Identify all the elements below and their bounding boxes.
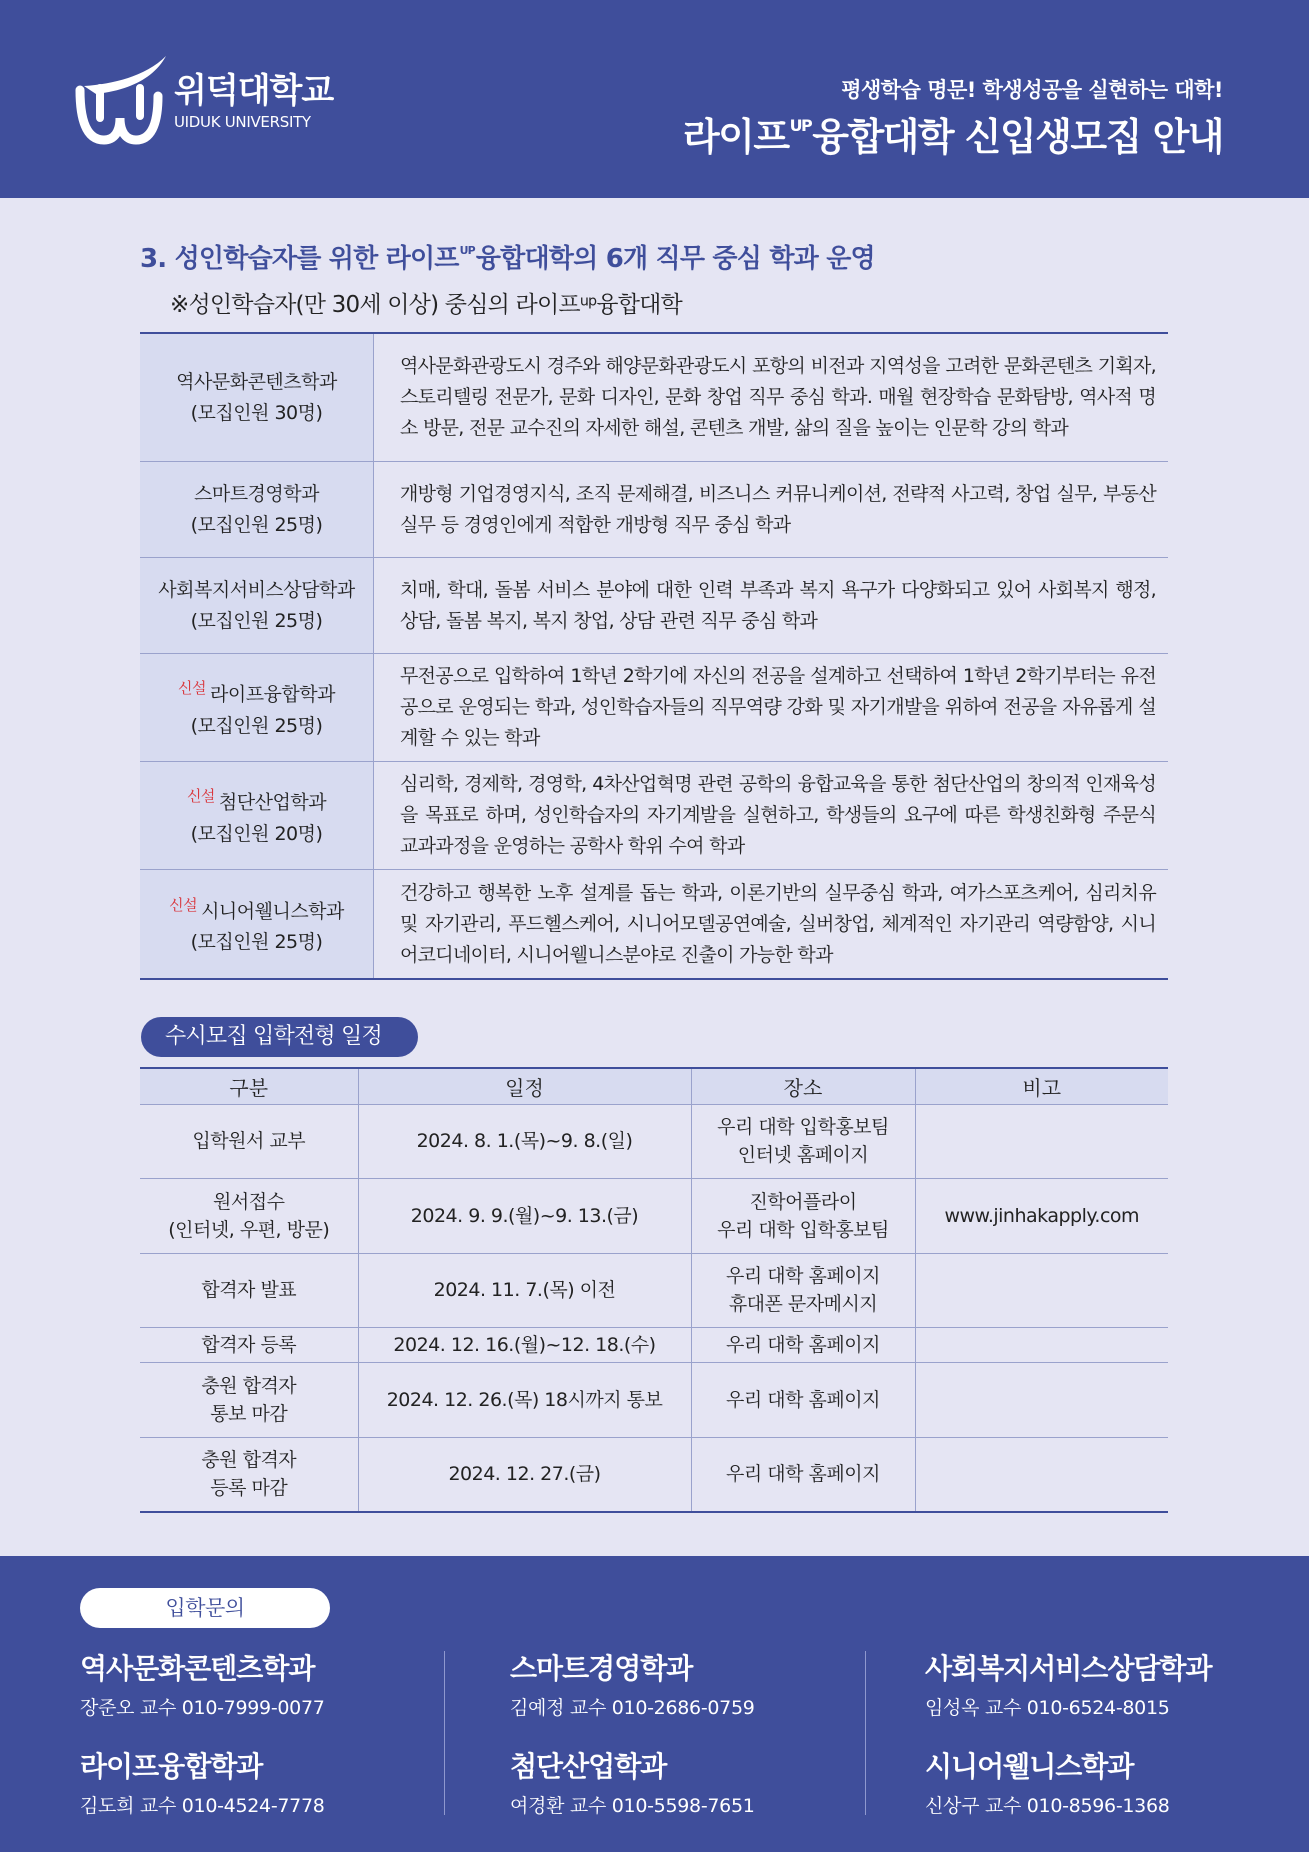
department-description bbox=[374, 654, 1168, 761]
note-cell bbox=[915, 1362, 1168, 1437]
contact-department: 라이프융합학과 bbox=[80, 1750, 263, 1783]
department-name-cell bbox=[140, 558, 374, 653]
contact-department: 첨단산업학과 bbox=[510, 1750, 667, 1783]
footer-contacts bbox=[0, 1556, 1309, 1852]
place-line: 인터넷 홈페이지 bbox=[737, 1144, 869, 1166]
schedule-row bbox=[140, 1178, 1168, 1253]
department-description-text: 건강하고 행복한 노후 설계를 돕는 학과, 이론기반의 실무중심 학과, 여가스포츠케어, 심리치유 및 자기관리, 푸드헬스케어, 시니어모델공연예술, 실버창업, 체계적인 자기관리 역량함양, 시니어코디네이터, 시니어웰니스분야로 진출이 가능한 학과 bbox=[400, 881, 1156, 966]
department-description bbox=[374, 462, 1168, 557]
department-row bbox=[140, 558, 1168, 654]
department-description-text: 역사문화관광도시 경주와 해양문화관광도시 포항의 비전과 지역성을 고려한 문화콘텐츠 기획자, 스토리텔링 전문가, 문화 디자인, 문화 창업 직무 중심 학과. 매월 현장학습 문화탐방, 역사적 명소 방문, 전문 교수진의 자세한 해설, 콘텐츠 개발, 삶의 질을 높이는 인문학 강의 학과 bbox=[400, 355, 1156, 439]
category-cell bbox=[140, 1253, 358, 1327]
column-header: 일정 bbox=[358, 1068, 691, 1104]
department-quota: (모집인원 25명) bbox=[190, 513, 323, 536]
department-row bbox=[140, 462, 1168, 558]
contact-phone[interactable]: 신상구 교수 010-8596-1368 bbox=[925, 1795, 1170, 1817]
contact-column bbox=[925, 1652, 1212, 1818]
place-line: 우리 대학 입학홍보팀 bbox=[717, 1116, 889, 1138]
section-note-part: ※성인학습자(만 30세 이상) 중심의 라이프 bbox=[170, 292, 580, 318]
department-name-cell bbox=[140, 762, 374, 869]
place-line: 우리 대학 홈페이지 bbox=[726, 1463, 880, 1486]
contact-phone[interactable]: 임성옥 교수 010-6524-8015 bbox=[925, 1697, 1170, 1719]
new-badge: 신설 bbox=[178, 679, 206, 698]
date-cell: 2024. 12. 26.(목) 18시까지 통보 bbox=[358, 1362, 691, 1437]
department-row bbox=[140, 334, 1168, 462]
date-cell: 2024. 11. 7.(목) 이전 bbox=[358, 1253, 691, 1327]
place-line: 우리 대학 홈페이지 bbox=[726, 1388, 880, 1411]
department-name: 역사문화콘텐츠학과 bbox=[176, 370, 337, 393]
note-cell bbox=[915, 1437, 1168, 1512]
schedule-table bbox=[140, 1067, 1168, 1513]
place-line: 우리 대학 홈페이지 bbox=[726, 1333, 880, 1356]
section-note-part: 융합대학 bbox=[596, 292, 682, 318]
section-note bbox=[170, 286, 682, 319]
department-row bbox=[140, 762, 1168, 870]
category-line: 충원 합격자 bbox=[201, 1374, 297, 1397]
title-part: 라이프 bbox=[682, 115, 789, 159]
header-slogan: 평생학습 명문! 학생성공을 실현하는 대학! bbox=[841, 78, 1223, 102]
department-name: 사회복지서비스상담학과 bbox=[158, 578, 355, 601]
place-line: 우리 대학 입학홍보팀 bbox=[717, 1218, 889, 1241]
section-title-part: 융합대학의 6개 직무 중심 학과 운영 bbox=[475, 244, 875, 274]
contact-phone[interactable]: 김예정 교수 010-2686-0759 bbox=[510, 1697, 755, 1719]
category-cell bbox=[140, 1327, 358, 1362]
note-cell bbox=[915, 1253, 1168, 1327]
department-name-cell bbox=[140, 870, 374, 978]
logo-english-name: UIDUK UNIVERSITY bbox=[174, 113, 311, 131]
section-title bbox=[140, 238, 875, 275]
category-cell bbox=[140, 1362, 358, 1437]
place-cell bbox=[691, 1178, 915, 1253]
department-quota: (모집인원 30명) bbox=[190, 401, 323, 424]
department-description-text: 치매, 학대, 돌봄 서비스 분야에 대한 인력 부족과 복지 욕구가 다양화되고 있어 사회복지 행정, 상담, 돌봄 복지, 복지 창업, 상담 관련 직무 중심 학과 bbox=[400, 578, 1156, 632]
department-description bbox=[374, 762, 1168, 869]
column-divider bbox=[444, 1651, 445, 1815]
university-logo[interactable] bbox=[74, 54, 333, 148]
contact-label: 입학문의 bbox=[80, 1588, 330, 1628]
place-line: 우리 대학 홈페이지 bbox=[726, 1265, 880, 1287]
schedule-row bbox=[140, 1437, 1168, 1512]
department-description-text: 개방형 기업경영지식, 조직 문제해결, 비즈니스 커뮤니케이션, 전략적 사고력, 창업 실무, 부동산 실무 등 경영인에게 적합한 개방형 직무 중심 학과 bbox=[400, 482, 1156, 536]
date-cell: 2024. 12. 16.(월)~12. 18.(수) bbox=[358, 1327, 691, 1362]
category-line: 입학원서 교부 bbox=[192, 1130, 306, 1152]
department-description bbox=[374, 870, 1168, 978]
department-description bbox=[374, 558, 1168, 653]
category-line: 통보 마감 bbox=[210, 1402, 288, 1425]
place-cell bbox=[691, 1362, 915, 1437]
department-quota: (모집인원 20명) bbox=[190, 822, 323, 845]
schedule-row bbox=[140, 1327, 1168, 1362]
department-description-text: 심리학, 경제학, 경영학, 4차산업혁명 관련 공학의 융합교육을 통한 첨단산업의 창의적 인재육성을 목표로 하며, 성인학습자의 자기계발을 실현하고, 학생들의 요구에 따른 학생친화형 주문식 교과과정을 운영하는 공학사 학위 수여 학과 bbox=[400, 773, 1156, 857]
date-cell: 2024. 9. 9.(월)~9. 13.(금) bbox=[358, 1178, 691, 1253]
contact-column bbox=[80, 1652, 325, 1818]
schedule-header-row bbox=[140, 1068, 1168, 1104]
page-title bbox=[683, 106, 1223, 161]
header bbox=[0, 0, 1309, 198]
category-line: (인터넷, 우편, 방문) bbox=[168, 1218, 330, 1241]
department-name: 시니어웰니스학과 bbox=[201, 900, 344, 923]
contact-department: 스마트경영학과 bbox=[510, 1652, 693, 1685]
department-quota: (모집인원 25명) bbox=[190, 609, 323, 632]
place-line: 휴대폰 문자메시지 bbox=[728, 1293, 878, 1315]
department-name: 스마트경영학과 bbox=[194, 482, 319, 505]
column-header: 장소 bbox=[691, 1068, 915, 1104]
department-quota: (모집인원 25명) bbox=[190, 714, 323, 737]
logo-korean-name: 위덕대학교 bbox=[174, 71, 334, 111]
uiduk-logo-icon bbox=[74, 54, 166, 148]
schedule-row bbox=[140, 1362, 1168, 1437]
department-name: 라이프융합학과 bbox=[210, 683, 335, 706]
section-note-up-mark: up bbox=[579, 293, 597, 310]
contact-phone[interactable]: 여경환 교수 010-5598-7651 bbox=[510, 1795, 755, 1817]
contact-phone[interactable]: 장준오 교수 010-7999-0077 bbox=[80, 1697, 325, 1719]
new-badge: 신설 bbox=[169, 895, 198, 914]
department-description-text: 무전공으로 입학하여 1학년 2학기에 자신의 전공을 설계하고 선택하여 1학년 2학기부터는 유전공으로 운영되는 학과, 성인학습자들의 직무역량 강화 및 자기개발을 위하여 전공을 자유롭게 설계할 수 있는 학과 bbox=[400, 665, 1156, 749]
schedule-row bbox=[140, 1104, 1168, 1178]
category-cell bbox=[140, 1178, 358, 1253]
title-up-mark: UP bbox=[789, 115, 812, 135]
section-title-up-mark: UP bbox=[459, 243, 475, 257]
section-title-part: 3. 성인학습자를 위한 라이프 bbox=[140, 244, 459, 274]
place-line: 진학어플라이 bbox=[749, 1190, 857, 1213]
schedule-label: 수시모집 입학전형 일정 bbox=[141, 1017, 418, 1057]
department-name-cell bbox=[140, 462, 374, 557]
place-cell bbox=[691, 1253, 915, 1327]
department-name-cell bbox=[140, 654, 374, 761]
department-name: 첨단산업학과 bbox=[218, 791, 327, 814]
category-line: 합격자 발표 bbox=[201, 1279, 297, 1301]
column-header: 비고 bbox=[915, 1068, 1168, 1104]
title-part: 융합대학 신입생모집 안내 bbox=[812, 115, 1223, 159]
department-row bbox=[140, 870, 1168, 978]
category-cell bbox=[140, 1104, 358, 1178]
contact-department: 역사문화콘텐츠학과 bbox=[80, 1652, 315, 1685]
category-line: 원서접수 bbox=[213, 1190, 285, 1213]
department-name-cell bbox=[140, 334, 374, 461]
note-cell bbox=[915, 1327, 1168, 1362]
category-cell bbox=[140, 1437, 358, 1512]
contact-department: 시니어웰니스학과 bbox=[925, 1750, 1134, 1783]
department-description bbox=[374, 334, 1168, 461]
place-cell bbox=[691, 1437, 915, 1512]
place-cell bbox=[691, 1104, 915, 1178]
column-header: 구분 bbox=[140, 1068, 358, 1104]
date-cell: 2024. 12. 27.(금) bbox=[358, 1437, 691, 1512]
contact-column bbox=[510, 1652, 755, 1818]
note-cell bbox=[915, 1104, 1168, 1178]
category-line: 합격자 등록 bbox=[201, 1333, 297, 1356]
contact-department: 사회복지서비스상담학과 bbox=[925, 1652, 1212, 1685]
column-divider bbox=[865, 1651, 866, 1815]
department-quota: (모집인원 25명) bbox=[190, 931, 323, 954]
category-line: 등록 마감 bbox=[210, 1477, 288, 1500]
website-link[interactable]: www.jinhakapply.com bbox=[915, 1178, 1168, 1253]
date-cell: 2024. 8. 1.(목)~9. 8.(일) bbox=[358, 1104, 691, 1178]
schedule-row bbox=[140, 1253, 1168, 1327]
new-badge: 신설 bbox=[186, 787, 215, 806]
category-line: 충원 합격자 bbox=[201, 1449, 297, 1472]
department-row bbox=[140, 654, 1168, 762]
departments-table bbox=[140, 332, 1168, 980]
place-cell bbox=[691, 1327, 915, 1362]
contact-phone[interactable]: 김도희 교수 010-4524-7778 bbox=[80, 1795, 325, 1817]
